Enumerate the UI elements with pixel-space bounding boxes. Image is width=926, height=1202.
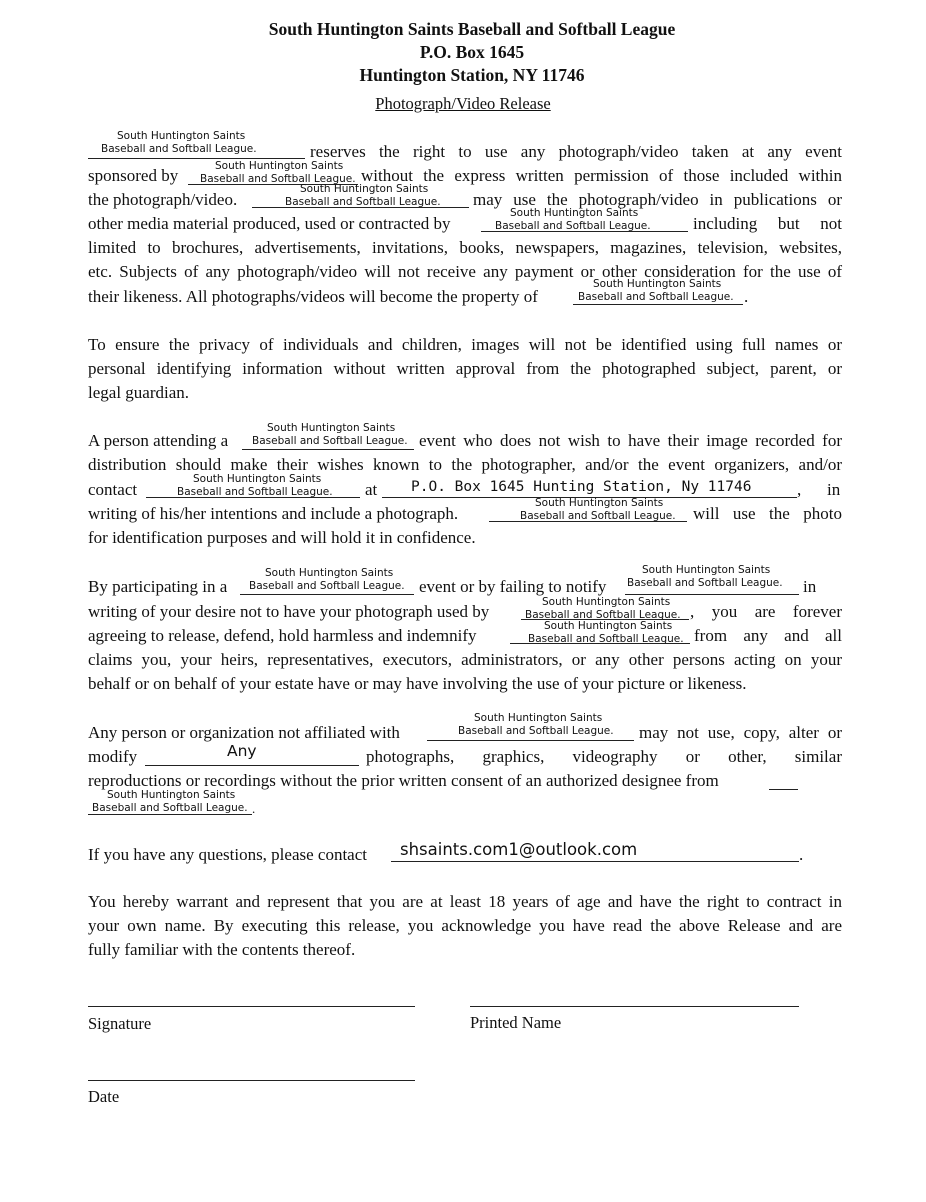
p1-line5: limited to brochures, advertisements, invitations, books, newspapers, magazines, television, websites, bbox=[88, 238, 842, 257]
fill-org-line2: Baseball and Softball League. bbox=[285, 196, 441, 208]
fill-org-line1: South Huntington Saints bbox=[510, 207, 639, 219]
fill-org-line1: South Huntington Saints bbox=[265, 567, 394, 579]
fill-org-line2: Baseball and Softball League. bbox=[525, 609, 681, 621]
fill-org-line1: South Huntington Saints bbox=[215, 160, 344, 172]
fill-org-line2: Baseball and Softball League. bbox=[520, 510, 676, 522]
fill-blank-underline[interactable] bbox=[88, 158, 305, 159]
fill-org-line2: Baseball and Softball League. bbox=[200, 173, 356, 185]
p4-line5: behalf or on behalf of your estate have or may have involving the use of your picture or likeness. bbox=[88, 674, 747, 693]
fill-org-line1: South Huntington Saints bbox=[542, 596, 671, 608]
p7-line1: You hereby warrant and represent that you are at least 18 years of age and have the right to contract in bbox=[88, 892, 842, 911]
fill-blank-underline[interactable] bbox=[573, 304, 743, 305]
fill-blank-underline[interactable] bbox=[252, 207, 469, 208]
fill-blank-underline[interactable] bbox=[88, 814, 252, 815]
p3-line1: A person attending a bbox=[88, 431, 229, 450]
p5-line1: Any person or organization not affiliated with bbox=[88, 723, 400, 742]
fill-org-line1: South Huntington Saints bbox=[107, 789, 236, 801]
fill-org-line2: Baseball and Softball League. bbox=[252, 435, 408, 447]
fill-org-line1: South Huntington Saints bbox=[544, 620, 673, 632]
fill-blank-underline[interactable] bbox=[481, 231, 688, 232]
fill-blank-underline[interactable] bbox=[489, 521, 687, 522]
fill-org-line1: South Huntington Saints bbox=[300, 183, 429, 195]
fill-blank-underline[interactable] bbox=[510, 643, 690, 644]
fill-blank-underline[interactable] bbox=[146, 497, 360, 498]
org-name-heading: South Huntington Saints Baseball and Softball League bbox=[268, 19, 676, 39]
p1-line1: reserves the right to use any photograph/video taken at any event bbox=[310, 142, 842, 161]
fill-org-line2: Baseball and Softball League. bbox=[92, 802, 248, 814]
fill-org-line1: South Huntington Saints bbox=[642, 564, 771, 576]
p3-line1b: event who does not wish to have their image recorded for bbox=[419, 431, 842, 450]
p3-at: at bbox=[365, 480, 378, 499]
p5-line3: reproductions or recordings without the prior written consent of an authorized designee from bbox=[88, 771, 719, 790]
fill-org-line2: Baseball and Softball League. bbox=[627, 577, 783, 589]
p3-line4: writing of his/her intentions and include a photograph. bbox=[88, 504, 459, 523]
p3-in: in bbox=[827, 480, 841, 499]
fill-blank-underline[interactable] bbox=[242, 449, 414, 450]
p3-comma: , bbox=[797, 480, 802, 499]
p1-line3b: may use the photograph/video in publications or bbox=[473, 190, 842, 209]
p3-line3: contact bbox=[88, 480, 138, 499]
p5-line2: modify bbox=[88, 747, 138, 766]
fill-org-line2: Baseball and Softball League. bbox=[249, 580, 405, 592]
p5-line2b: photographs, graphics, videography or other, similar bbox=[366, 747, 842, 766]
p1-line3: the photograph/video. bbox=[88, 190, 238, 209]
fill-org-line1: South Huntington Saints bbox=[593, 278, 722, 290]
modify-underline[interactable] bbox=[145, 765, 359, 766]
p4-line2b: , you are forever bbox=[690, 602, 842, 621]
fill-org-line1: South Huntington Saints bbox=[193, 473, 322, 485]
signature-label: Signature bbox=[88, 1014, 152, 1033]
p1-line2: sponsored by bbox=[88, 166, 179, 185]
p6-line: If you have any questions, please contact bbox=[88, 845, 367, 864]
signature-line[interactable] bbox=[88, 1006, 415, 1007]
fill-org-line1: South Huntington Saints bbox=[474, 712, 603, 724]
p1-line7: their likeness. All photographs/videos will become the property of bbox=[88, 287, 538, 306]
fill-any: Any bbox=[227, 742, 257, 760]
p4-line1: By participating in a bbox=[88, 577, 228, 596]
fill-org-line1: South Huntington Saints bbox=[267, 422, 396, 434]
fill-org-line2: Baseball and Softball League. bbox=[528, 633, 684, 645]
p4-line3: agreeing to release, defend, hold harmless and indemnify bbox=[88, 626, 477, 645]
fill-org-line2: Baseball and Softball League. bbox=[495, 220, 651, 232]
fill-org-line2: Baseball and Softball League. bbox=[177, 486, 333, 498]
fill-org-line2: Baseball and Softball League. bbox=[578, 291, 734, 303]
email-underline[interactable] bbox=[391, 861, 799, 862]
p6-period: . bbox=[799, 845, 804, 864]
fill-address: P.O. Box 1645 Hunting Station, Ny 11746 bbox=[411, 479, 752, 495]
city-heading: Huntington Station, NY 11746 bbox=[359, 65, 585, 85]
printed-name-label: Printed Name bbox=[470, 1013, 562, 1032]
date-line[interactable] bbox=[88, 1080, 415, 1081]
fill-blank-underline[interactable] bbox=[427, 740, 634, 741]
p1-line6: etc. Subjects of any photograph/video will not receive any payment or other consideration for the use of bbox=[88, 262, 842, 281]
p5-period: . bbox=[252, 801, 256, 816]
fill-blank-underline[interactable] bbox=[625, 594, 799, 595]
p5-line1b: may not use, copy, alter or bbox=[639, 723, 842, 742]
p3-line4b: will use the photo bbox=[693, 504, 842, 523]
p1-period: . bbox=[744, 287, 749, 306]
date-label: Date bbox=[88, 1087, 120, 1106]
p1-line2b: without the express written permission of those included within bbox=[361, 166, 842, 185]
p4-line1b: event or by failing to notify bbox=[419, 577, 607, 596]
fill-org-line1: South Huntington Saints bbox=[535, 497, 664, 509]
printed-name-line[interactable] bbox=[470, 1006, 799, 1007]
p7-line3: fully familiar with the contents thereof. bbox=[88, 940, 356, 959]
p2-line1: To ensure the privacy of individuals and children, images will not be identified using full names or bbox=[88, 335, 842, 354]
fill-org-line2: Baseball and Softball League. bbox=[101, 143, 257, 155]
form-title: Photograph/Video Release bbox=[375, 94, 551, 113]
p2-line2: personal identifying information without written approval from the photographed subject, parent, or bbox=[88, 359, 842, 378]
p4-line2: writing of your desire not to have your photograph used by bbox=[88, 602, 490, 621]
fill-blank-underline[interactable] bbox=[769, 789, 798, 790]
p4-line4: claims you, your heirs, representatives, executors, administrators, or any other persons acting on your bbox=[88, 650, 842, 669]
p4-line3b: from any and all bbox=[694, 626, 842, 645]
p3-line5: for identification purposes and will hold it in confidence. bbox=[88, 528, 476, 547]
fill-org-line1: South Huntington Saints bbox=[117, 130, 246, 142]
contact-email: shsaints.com1@outlook.com bbox=[400, 840, 638, 859]
fill-blank-underline[interactable] bbox=[240, 594, 414, 595]
po-box-heading: P.O. Box 1645 bbox=[419, 42, 525, 62]
p4-in: in bbox=[803, 577, 817, 596]
p2-line3: legal guardian. bbox=[88, 383, 190, 402]
fill-org-line2: Baseball and Softball League. bbox=[458, 725, 614, 737]
p7-line2: your own name. By executing this release, you acknowledge you have read the above Release and are bbox=[88, 916, 842, 935]
p3-line2: distribution should make their wishes known to the photographer, and/or the event organizers, and/or bbox=[88, 455, 842, 474]
p1-line4: other media material produced, used or contracted by bbox=[88, 214, 451, 233]
p1-line4b: including but not bbox=[693, 214, 842, 233]
